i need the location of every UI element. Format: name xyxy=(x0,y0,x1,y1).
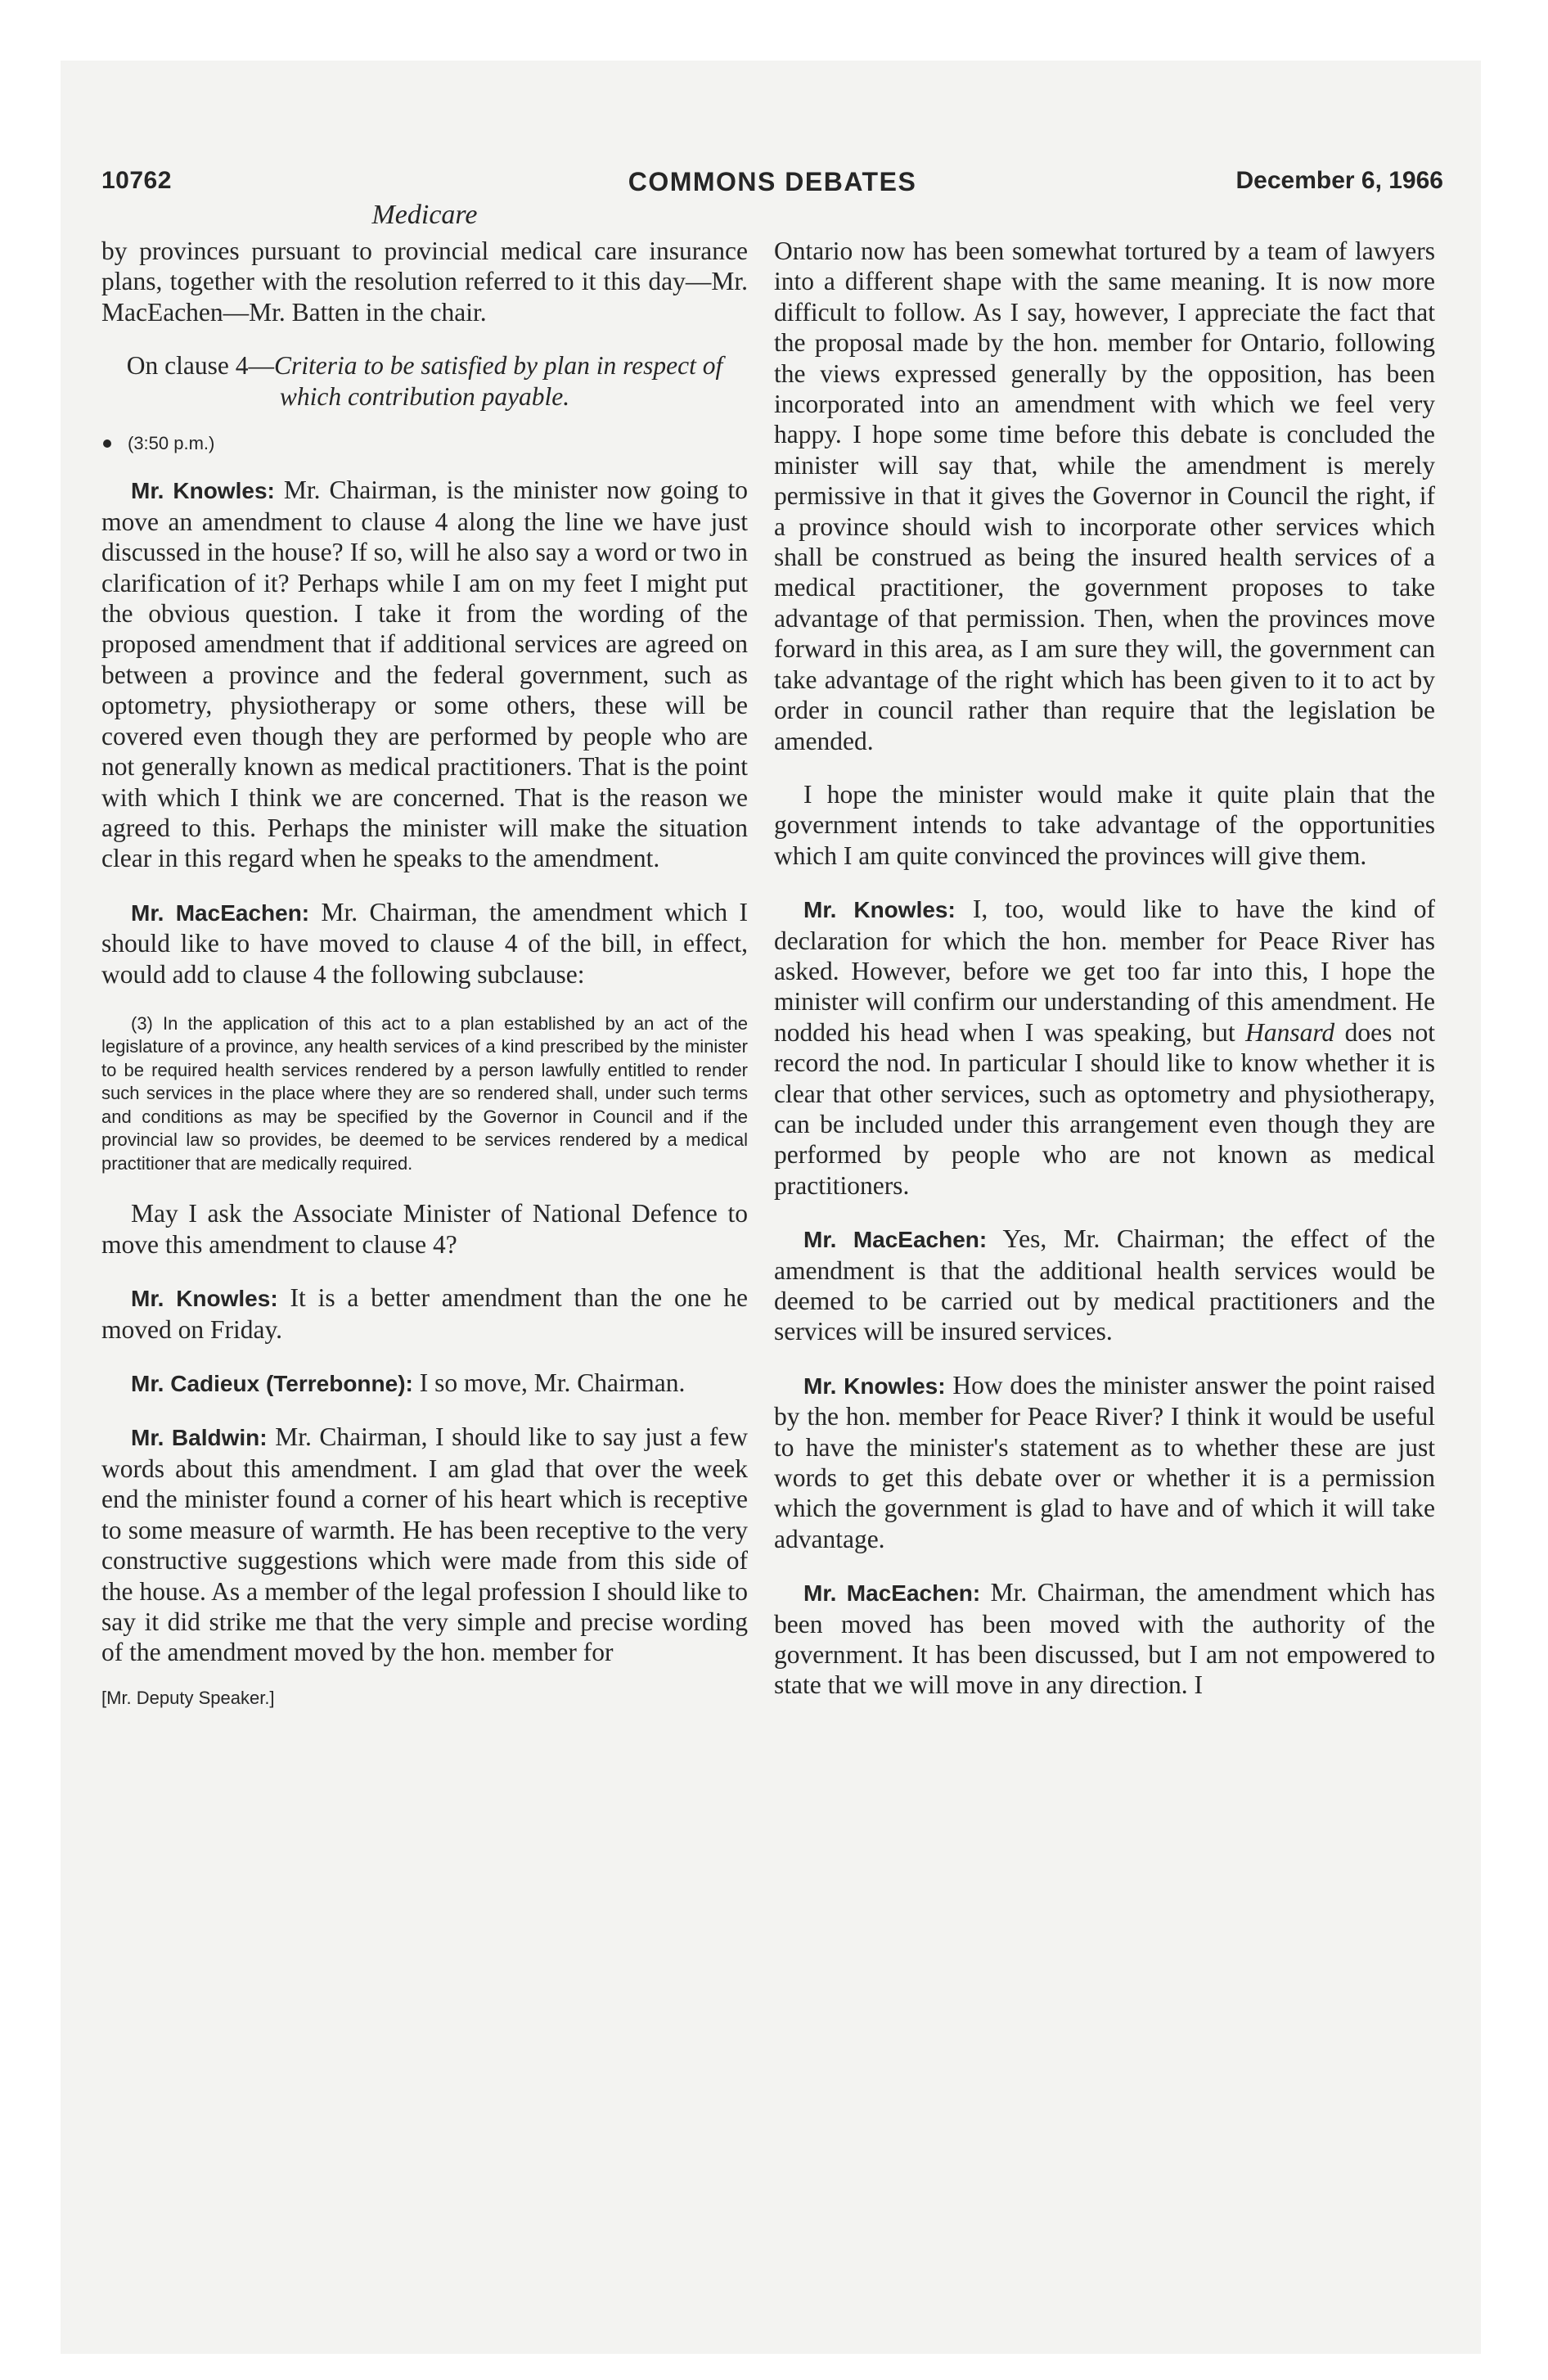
speaker-name: Mr. MacEachen: xyxy=(803,1580,981,1607)
speech-text: How does the minister answer the point raised by the hon. member for Peace River? I think it would be useful to have the minister's statement as to whether these are just words to get this debate over or whether it is a permission which the government is glad to have and of which it will take advantage. xyxy=(774,1370,1435,1553)
speech-paragraph xyxy=(774,1370,1435,1554)
speech-text: I, too, would like to have the kind of declaration for which the hon. member for Peace River has asked. However, before we get too far into this, I hope the minister will confirm our understanding of this amendment. He nodded his head when I was speaking, but xyxy=(774,895,1435,1047)
publication-title: COMMONS DEBATES xyxy=(628,167,917,196)
speaker-name: Mr. Knowles: xyxy=(803,897,956,923)
time-stamp-text: (3:50 p.m.) xyxy=(128,433,215,454)
paragraph: Ontario now has been somewhat tortured by a team of lawyers into a different shape with the same meaning. It is now more difficult to follow. As I say, however, I appreciate the fact that the proposal made by the hon. member for Ontario, following the views expressed generally by the opposition, has been incorporated into an amendment with which we feel very happy. I hope some time before this debate is concluded the minister will say that, while the amendment is merely permissive in that it gives the Governor in Council the right, if a province should wish to incorporate other services which shall be construed as being the insured health services of a medical practitioner, the government proposes to take advantage of that permission. Then, when the provinces move forward in this area, as I am sure they will, the government can take advantage of the right which has been given to it to act by order in council rather than require that the legislation be amended. xyxy=(774,237,1435,755)
running-subject: Medicare xyxy=(371,200,478,230)
speech-paragraph xyxy=(101,475,748,873)
quoted-subclause: (3) In the application of this act to a plan established by an act of the legislature of a province, any health services of a kind prescribed by the minister to be required health services rendered by a person lawfully entitled to render such services in the place where they are so rendered shall, under such terms and conditions as may be specified by the Governor in Council and if the provincial law so provides, be deemed to be services rendered by a medical practitioner that are medically required. xyxy=(101,1012,748,1174)
speech-paragraph xyxy=(101,897,748,989)
speech-text: Mr. Chairman, I should like to say just a few words about this amendment. I am glad that over the week end the minister found a corner of his heart which is receptive to some measure of warmth. He has been receptive to the very constructive suggestions which were made from this side of the house. As a member of the legal profession I should like to say it did strike me that the very simple and precise wording of the amendment moved by the hon. member for xyxy=(101,1422,749,1667)
page-number: 10762 xyxy=(101,167,172,194)
speaker-name: Mr. MacEachen: xyxy=(131,899,310,926)
clause-heading xyxy=(101,350,748,412)
left-column xyxy=(101,236,748,1713)
speaker-name: Mr. Cadieux (Terrebonne): xyxy=(131,1371,413,1397)
paragraph: I hope the minister would make it quite plain that the government intends to take advantage of the opportunities which I am quite convinced the provinces will give them. xyxy=(774,779,1435,870)
paragraph: May I ask the Associate Minister of National Defence to move this amendment to clause 4? xyxy=(101,1199,748,1259)
speech-text: does not record the nod. In particular I should like to know whether it is clear that other services, such as optometry and physiotherapy, can be included under this arrangement even though they are performed by people who are not known as medical practitioners. xyxy=(774,1017,1436,1200)
speech-text: It is a better amendment than the one he moved on Friday. xyxy=(101,1283,748,1344)
speech-text: I so move, Mr. Chairman. xyxy=(419,1368,686,1398)
header-date: December 6, 1966 xyxy=(1235,167,1443,194)
speaker-name: Mr. Knowles: xyxy=(131,478,275,504)
clause-title: Criteria to be satisfied by plan in respect of which contribution payable. xyxy=(273,351,723,411)
speech-text: Mr. Chairman, is the minister now going to move an amendment to clause 4 along the line we have just discussed in the house? If so, will he also say a word or two in clarification of it? Perhaps while I am on my feet I might put the obvious question. I take it from the wording of the proposed amendment that if additional services are agreed on between a province and the federal government, such as optometry, physiotherapy or some others, these will be covered even though they are performed by people who are not generally known as medical practitioners. That is the point with which I think we are concerned. That is the reason we agreed to this. Perhaps the minister will make the situation clear in this regard when he speaks to the amendment. xyxy=(101,476,748,873)
speech-paragraph xyxy=(774,1224,1435,1347)
speech-text: Mr. Chairman, the amendment which I should like to have moved to clause 4 of the bill, in effect, would add to clause 4 the following subclause: xyxy=(101,897,748,989)
right-column xyxy=(774,236,1435,1724)
hansard-reference: Hansard xyxy=(1245,1017,1335,1047)
speaker-name: Mr. Baldwin: xyxy=(131,1425,268,1451)
speech-paragraph xyxy=(101,1422,748,1667)
paragraph: by provinces pursuant to provincial medical care insurance plans, together with the resolution referred to it this day—Mr. MacEachen—Mr. Batten in the chair. xyxy=(101,237,748,327)
speech-paragraph xyxy=(101,1368,748,1399)
speech-paragraph xyxy=(774,894,1435,1201)
page-footer: [Mr. Deputy Speaker.] xyxy=(101,1687,275,1708)
bullet-icon xyxy=(103,439,111,448)
speech-paragraph xyxy=(101,1282,748,1345)
speaker-name: Mr. Knowles: xyxy=(803,1373,946,1399)
speaker-name: Mr. Knowles: xyxy=(131,1286,278,1312)
speech-text: Mr. Chairman, the amendment which has been moved has been moved with the authority of the government. It has been discussed, but I am not empowered to state that we will move in any direction. I xyxy=(774,1578,1435,1700)
speech-text: Yes, Mr. Chairman; the effect of the amendment is that the additional health services would be deemed to be carried out by medical practitioners and the services will be insured services. xyxy=(774,1224,1435,1346)
clause-prefix: On clause 4— xyxy=(126,351,274,381)
speaker-name: Mr. MacEachen: xyxy=(803,1227,988,1253)
time-stamp xyxy=(101,428,748,458)
speech-paragraph xyxy=(774,1577,1435,1701)
